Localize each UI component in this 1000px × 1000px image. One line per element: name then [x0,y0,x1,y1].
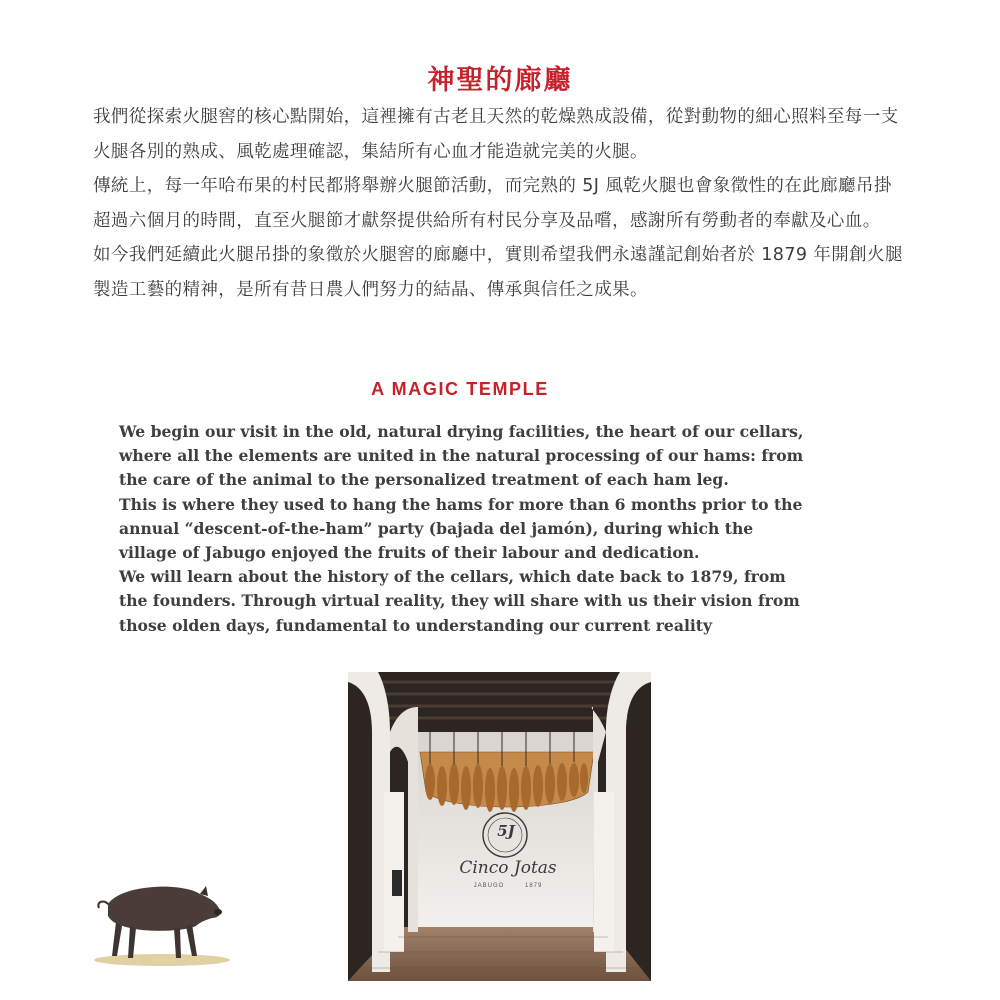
english-paragraph: This is where they used to hang the hams for more than 6 months prior to the annual “descent-of-the-ham” party (bajada del jamón), during which the village of Jabugo enjoyed the fruits of their labour and dedication. [119,494,803,563]
chinese-section-title: 神聖的廊廳 [427,65,573,97]
brand-sub-right: 1879 [524,883,543,889]
chinese-paragraph: 我們從探索火腿窖的核心點開始，這裡擁有古老且天然的乾燥熟成設備，從對動物的細心照料至每一支火腿各別的熟成、風乾處理確認，集結所有心血才能造就完美的火腿。 [93,107,899,162]
english-section-title: A MAGIC TEMPLE [371,378,549,399]
english-body-text [119,420,809,638]
chinese-paragraph: 如今我們延續此火腿吊掛的象徵於火腿窖的廊廳中，實則希望我們永遠謹記創始者於 1879 年開創火腿製造工藝的精神，是所有昔日農人們努力的結晶、傳承與信任之成果。 [93,245,903,300]
brand-subline [448,883,568,889]
chinese-body-text [93,100,908,307]
english-paragraph: We begin our visit in the old, natural drying facilities, the heart of our cellars, where all the elements are united in the natural processing of our hams: from the care of the animal to the personalized treatment of each ham leg. [119,422,804,490]
chinese-paragraph: 傳統上，每一年哈布果的村民都將舉辦火腿節活動，而完熟的 5J 風乾火腿也會象徵性的在此廊廳吊掛超過六個月的時間，直至火腿節才獻祭提供給所有村民分享及品嚐，感謝所有勞動者的奉獻及心血。 [93,176,892,231]
brand-sub-left: JABUGO [473,883,505,889]
iberian-pig-illustration [82,868,232,978]
brand-logo-mark: 5J [497,822,515,840]
brand-script-name: Cinco Jotas [459,858,557,878]
english-paragraph: We will learn about the history of the cellars, which date back to 1879, from the founders. Through virtual reality, they will share with us their vision from those olden days, fundamental to understanding our current reality [119,567,800,635]
